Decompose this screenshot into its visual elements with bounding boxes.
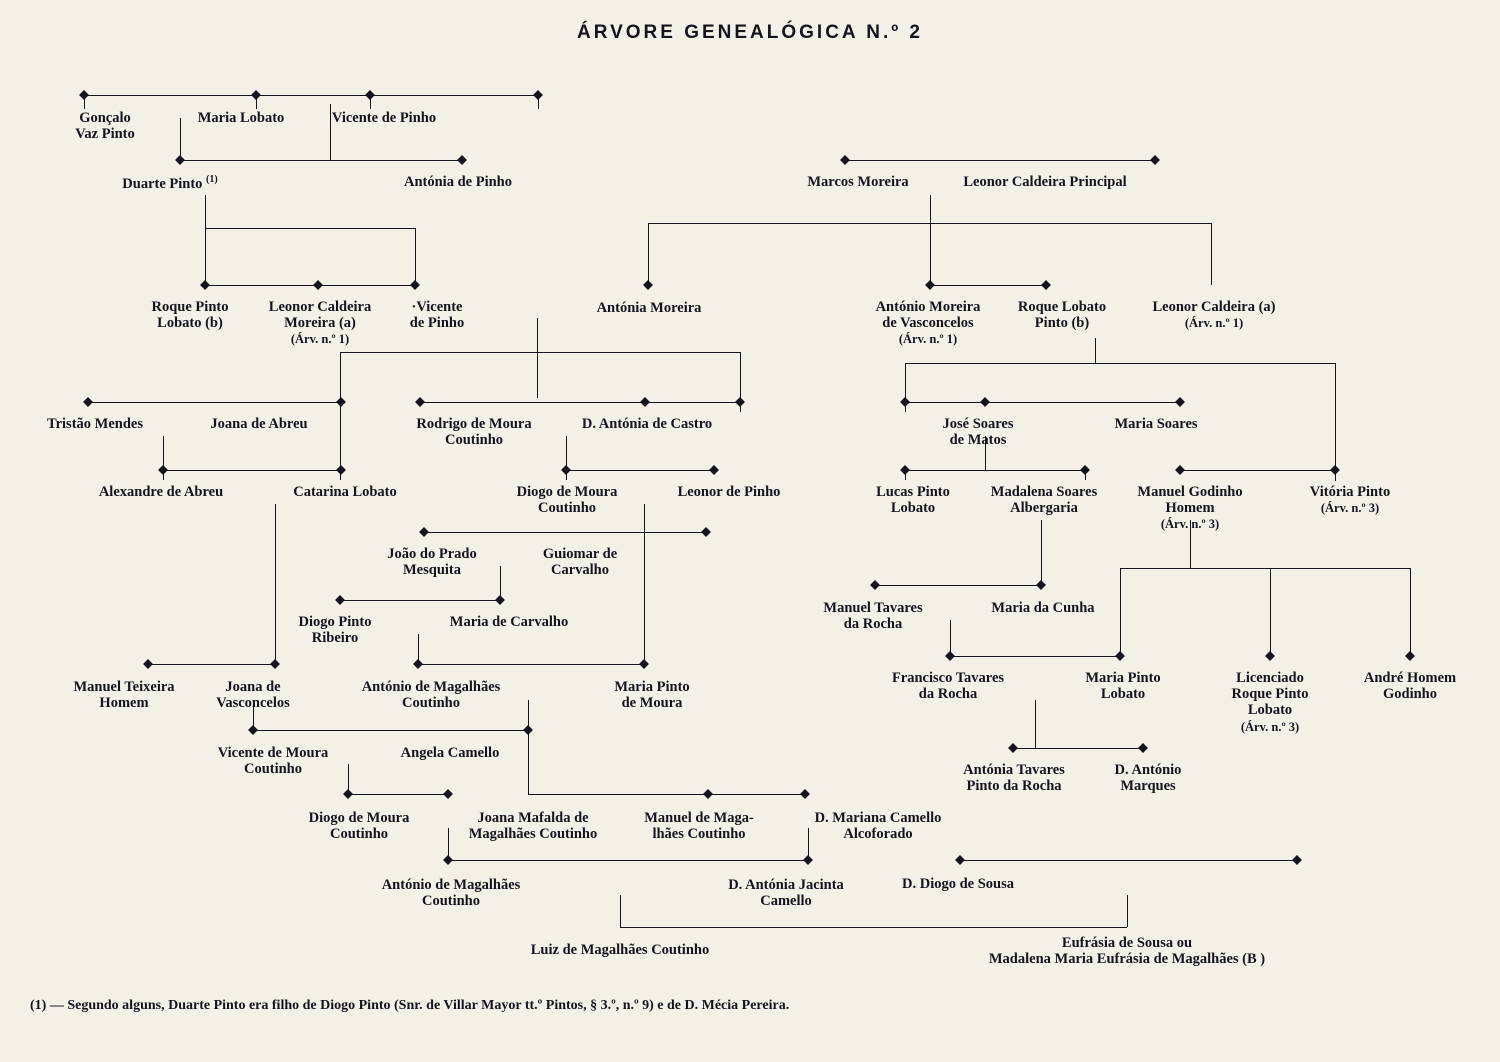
connector [905,470,1085,471]
person-maria-lobato: Maria Lobato [197,110,285,126]
person-catarina-lobato: Catarina Lobato [293,484,397,500]
person-manuel-de-magalhaes-coutinho: Manuel de Maga- lhães Coutinho [644,810,754,843]
person-jose-soares-de-matos: José Soares de Matos [942,416,1014,449]
person-joana-de-vasconcelos: Joana de Vasconcelos [216,679,290,712]
connector [370,95,371,109]
joint-marker [413,659,423,669]
connector [88,402,341,403]
connector [620,895,621,927]
person-antonio-de-magalhaes-coutinho-1: António de Magalhães Coutinho [361,679,501,712]
connector [930,285,1046,286]
person-antonio-de-magalhaes-coutinho-2: António de Magalhães Coutinho [381,877,521,910]
connector [845,160,1155,161]
connector [1211,223,1212,285]
connector [930,195,931,223]
joint-marker [900,397,910,407]
joint-marker [1265,651,1275,661]
person-d-antonia-jacinta-camello: D. Antónia Jacinta Camello [728,877,844,910]
person-maria-da-cunha: Maria da Cunha [991,600,1095,616]
joint-marker [1292,855,1302,865]
joint-marker [270,659,280,669]
connector [1120,568,1121,656]
connector [528,700,529,794]
person-andre-homem-godinho: André Homem Godinho [1363,670,1457,703]
connector [1270,568,1271,656]
connector [340,352,341,480]
connector [620,927,1127,928]
joint-marker [945,651,955,661]
connector [1120,568,1410,569]
person-antonia-moreira: Antónia Moreira [596,300,702,316]
joint-marker [643,280,653,290]
connector [930,223,931,285]
person-d-mariana-camello-alcoforado: D. Mariana Camello Alcoforado [814,810,942,843]
connector [418,664,644,665]
connector [330,104,331,160]
connector [205,228,415,229]
connector [1041,520,1042,585]
connector [253,730,528,731]
person-joana-de-abreu: Joana de Abreu [210,416,308,432]
joint-marker [1175,397,1185,407]
connector [528,794,708,795]
person-madalena-soares-albergaria: Madalena Soares Albergaria [990,484,1098,517]
joint-marker [803,855,813,865]
person-guiomar-de-carvalho: Guiomar de Carvalho [542,546,618,579]
connector [424,532,706,533]
person-eufrasia-de-sousa: Eufrásia de Sousa ou Madalena Maria Eufrásia de Magalhães (B ) [988,935,1266,968]
connector [950,656,1120,657]
joint-marker [457,155,467,165]
connector [448,860,808,861]
connector [148,664,275,665]
joint-marker [83,397,93,407]
person-leonor-caldeira-a: Leonor Caldeira (a) (Árv. n.º 1) [1152,299,1276,331]
joint-marker [701,527,711,537]
joint-marker [419,527,429,537]
person-maria-soares: Maria Soares [1114,416,1198,432]
connector [420,402,740,403]
connector [1013,748,1143,749]
connector [537,318,538,398]
person-joao-do-prado-mesquita: João do Prado Mesquita [387,546,477,579]
connector [1127,895,1128,927]
person-angela-camello: Angela Camello [400,745,500,761]
joint-marker [840,155,850,165]
person-tristao-mendes: Tristão Mendes [47,416,143,432]
person-manuel-tavares-da-rocha: Manuel Tavares da Rocha [823,600,923,633]
person-d-diogo-de-sousa: D. Diogo de Sousa [902,876,1014,892]
joint-marker [1080,465,1090,475]
person-manuel-teixeira-homem: Manuel Teixeira Homem [73,679,175,712]
connector [256,95,257,109]
joint-marker [561,465,571,475]
person-d-antonio-marques: D. António Marques [1114,762,1182,795]
joint-marker [1405,651,1415,661]
connector [905,402,1180,403]
connector [538,95,539,109]
person-diogo-pinto-ribeiro: Diogo Pinto Ribeiro [298,614,372,647]
connector [644,504,645,664]
connector [1095,338,1096,363]
connector [180,118,181,160]
connector [180,160,462,161]
joint-marker [335,595,345,605]
connector [708,794,805,795]
person-francisco-tavares-da-rocha: Francisco Tavares da Rocha [891,670,1005,703]
connector [1410,568,1411,656]
joint-marker [709,465,719,475]
connector [566,470,714,471]
footnote-text: (1) — Segundo alguns, Duarte Pinto era filho de Diogo Pinto (Snr. de Villar Mayor tt.º Pintos, § 3.º, n.º 9) e de D. Mécia Pereira. [30,998,790,1013]
person-maria-de-carvalho: Maria de Carvalho [449,614,569,630]
joint-marker [900,465,910,475]
connector [1335,363,1336,481]
person-antonia-tavares-pinto-da-rocha: Antónia Tavares Pinto da Rocha [963,762,1065,795]
connector [905,363,1335,364]
person-roque-lobato-pinto: Roque Lobato Pinto (b) [1017,299,1107,332]
connector [1035,700,1036,748]
connector [960,860,1297,861]
person-vitoria-pinto: Vitória Pinto (Árv. n.º 3) [1309,484,1391,516]
person-goncalo-vaz-pinto: Gonçalo Vaz Pinto [75,110,135,143]
connector [340,352,740,353]
page-title: ÁRVORE GENEALÓGICA N.º 2 [576,22,924,43]
joint-marker [248,725,258,735]
person-marcos-moreira: Marcos Moreira [807,174,909,190]
person-alexandre-de-abreu: Alexandre de Abreu [98,484,224,500]
person-luiz-de-magalhaes-coutinho: Luiz de Magalhães Coutinho [530,942,710,958]
connector [275,504,276,664]
joint-marker [443,789,453,799]
person-diogo-de-moura-coutinho-2: Diogo de Moura Coutinho [308,810,410,843]
joint-marker [980,397,990,407]
person-leonor-de-pinho: Leonor de Pinho [677,484,781,500]
person-rodrigo-de-moura-coutinho: Rodrigo de Moura Coutinho [416,416,532,449]
person-antonia-de-pinho: Antónia de Pinho [404,174,512,190]
joint-marker [870,580,880,590]
person-vicente-de-moura-coutinho: Vicente de Moura Coutinho [217,745,329,778]
connector [875,585,1041,586]
person-leonor-caldeira-moreira: Leonor Caldeira Moreira (a) (Árv. n.º 1) [268,299,372,347]
person-antonio-moreira-vasconcelos: António Moreira de Vasconcelos (Árv. n.º 1) [875,299,981,347]
connector [84,95,85,109]
person-roque-pinto-lobato: Roque Pinto Lobato (b) [151,299,229,332]
joint-marker [336,465,346,475]
person-manuel-godinho-homem: Manuel Godinho Homem (Árv. n.º 3) [1137,484,1243,532]
person-vicente-de-pinho-1: Vicente de Pinho [331,110,437,126]
connector [648,223,649,285]
person-licenciado-roque-pinto-lobato: Licenciado Roque Pinto Lobato (Árv. n.º 3) [1231,670,1309,734]
joint-marker [336,397,346,407]
connector [415,228,416,285]
person-leonor-caldeira-principal: Leonor Caldeira Principal [963,174,1127,190]
connector [163,470,341,471]
joint-marker [158,465,168,475]
joint-marker [955,855,965,865]
joint-marker [1036,580,1046,590]
person-diogo-de-moura-coutinho: Diogo de Moura Coutinho [516,484,618,517]
joint-marker [143,659,153,669]
joint-marker [175,155,185,165]
joint-marker [1150,155,1160,165]
person-duarte-pinto: Duarte Pinto $^{(1)}$ [122,174,218,192]
connector [1180,470,1335,471]
person-maria-pinto-de-moura: Maria Pinto de Moura [614,679,690,712]
person-joana-mafalda-magalhaes-coutinho: Joana Mafalda de Magalhães Coutinho [468,810,598,843]
joint-marker [343,789,353,799]
joint-marker [640,397,650,407]
connector [340,600,500,601]
joint-marker [495,595,505,605]
joint-marker [1008,743,1018,753]
person-lucas-pinto-lobato: Lucas Pinto Lobato [876,484,950,517]
connector [205,285,418,286]
joint-marker [735,397,745,407]
person-vicente-de-pinho-2: ·Vicente de Pinho [409,299,465,332]
connector [348,794,448,795]
joint-marker [415,397,425,407]
connector [205,195,206,285]
person-d-antonia-de-castro: D. Antónia de Castro [581,416,713,432]
joint-marker [443,855,453,865]
joint-marker [1138,743,1148,753]
connector [84,95,538,96]
person-maria-pinto-lobato: Maria Pinto Lobato [1085,670,1161,703]
